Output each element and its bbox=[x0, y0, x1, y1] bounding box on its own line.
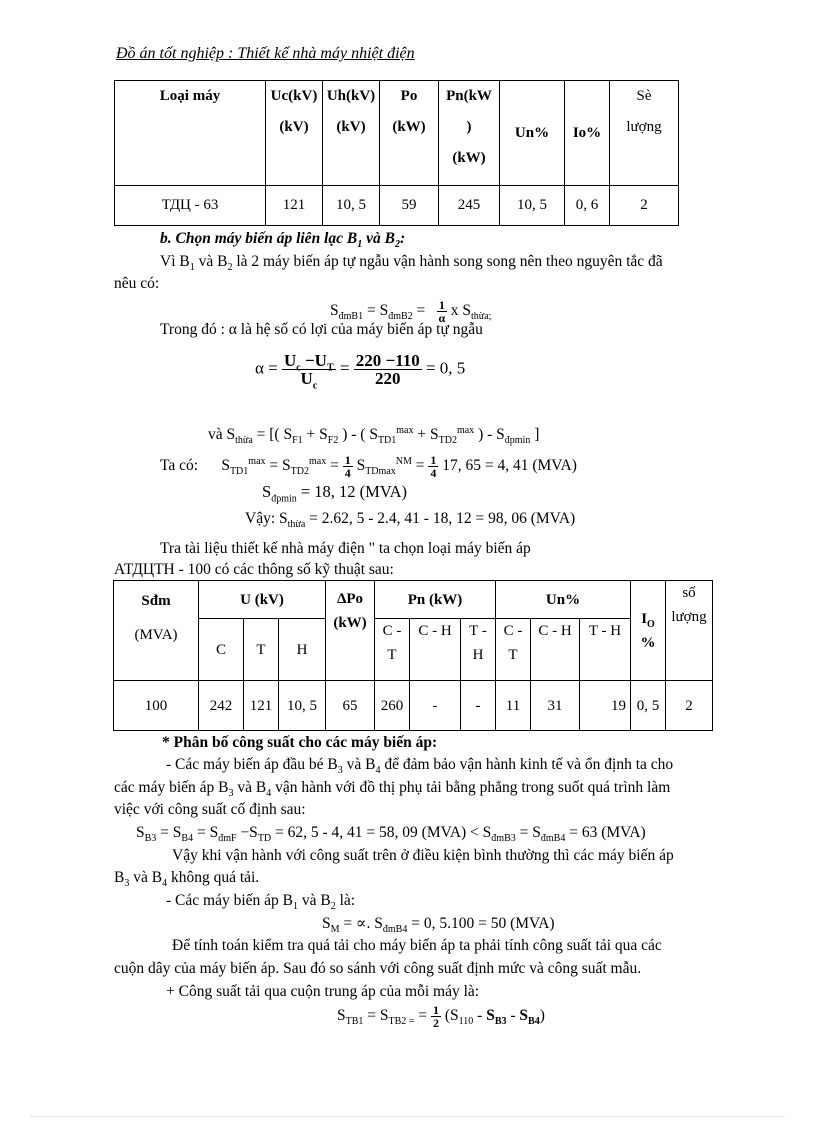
table-cell: 2 bbox=[666, 681, 713, 731]
header-cell: C - T bbox=[496, 619, 531, 681]
table-row bbox=[114, 681, 713, 731]
formula-stb: $S_{TB1} = S_{TB2 =}$ = $\frac{1}{2}$ $(S_{110} - S_{B3} - S_{B4})$ bbox=[337, 1003, 545, 1030]
formula-std: Ta có: $S_{TD1}^{max} = S_{TD2}^{max}$ = $\frac{1}{4}$ $S_{TDmax}^{NM}$ = $\frac{1}{4}$ 17, 65 = 4, 41 (MVA) bbox=[160, 453, 577, 480]
paragraph: $B_3$ và $B_4$ không quá tải. bbox=[114, 869, 260, 890]
paragraph: - Các máy biến áp đầu bé $B_3$ và $B_4$ để đảm bảo vận hành kinh tế và ổn định ta cho bbox=[166, 756, 674, 777]
table-cell: 245 bbox=[439, 186, 500, 226]
header-cell: Pn(kW ) (kW) bbox=[439, 81, 500, 186]
header-cell: T bbox=[244, 619, 279, 681]
table-cell: ТДЦ - 63 bbox=[115, 186, 266, 226]
header-cell: Io% bbox=[565, 81, 610, 186]
header-cell: C bbox=[199, 619, 244, 681]
transformer-table-2 bbox=[113, 580, 713, 731]
header-cell: Po (kW) bbox=[380, 81, 439, 186]
header-cell: Un% bbox=[496, 581, 631, 619]
table-cell: 10, 5 bbox=[279, 681, 326, 731]
formula-vay: Vậy: $S_{thừa} = 2.62$, 5 - 2.4, 41 - 18, 12 = 98, 06 (MVA) bbox=[245, 510, 576, 531]
page-header: Đồ án tốt nghiệp : Thiết kế nhà máy nhiệt điện bbox=[116, 45, 415, 62]
table-cell: 11 bbox=[496, 681, 531, 731]
paragraph: Vì $B_1$ và $B_2$ là 2 máy biến áp tự ngẫu vận hành song song nên theo nguyên tắc đã bbox=[160, 253, 663, 274]
paragraph: Để tính toán kiểm tra quá tải cho máy biến áp ta phải tính công suất tải qua các bbox=[172, 937, 662, 954]
table-cell: 19 bbox=[580, 681, 631, 731]
paragraph: - Các máy biến áp $B_1$ và $B_2$ là: bbox=[166, 892, 356, 913]
header-cell: C - T bbox=[375, 619, 410, 681]
paragraph: việc với công suất cố định sau: bbox=[114, 801, 306, 818]
paragraph: Trong đó : α là hệ số có lợi của máy biến áp tự ngẫu bbox=[160, 321, 483, 338]
formula-sb3: $S_{B3} = S_{B4} = S_{đmF} -S_{TD} = 62$, 5 - 4, 41 = 58, 09 $(MVA) < S_{đmB3} = S_{đmB4} = 63$ (MVA) bbox=[136, 824, 646, 845]
formula-sthua: và $S_{thừa}$ = [( $S_{F1} + S_{F2}$ ) - ( $S_{TD1}^{max} + S_{TD2}^{max}$ ) - $S_{đpmin}$ ] bbox=[208, 424, 540, 447]
header-cell: ΔPo (kW) bbox=[326, 581, 375, 681]
header-cell: U (kV) bbox=[199, 581, 326, 619]
table-cell: 59 bbox=[380, 186, 439, 226]
formula-alpha: α = $\frac{U_c -U_T}{U_c}$ = $\frac{220 -110}{220}$ = 0, 5 bbox=[255, 351, 466, 392]
header-cell: T - H bbox=[580, 619, 631, 681]
header-cell: Pn (kW) bbox=[375, 581, 496, 619]
header-cell: số lượng bbox=[666, 581, 713, 681]
table-cell: 65 bbox=[326, 681, 375, 731]
table-header-row bbox=[114, 619, 713, 681]
formula-sm: $S_M$ = ∝. $S_{đmB4} = 0$, 5.100 = 50 (MVA) bbox=[322, 915, 555, 936]
header-cell: C - H bbox=[410, 619, 461, 681]
table-cell: - bbox=[410, 681, 461, 731]
header-cell: T - H bbox=[461, 619, 496, 681]
table-cell: 242 bbox=[199, 681, 244, 731]
table-header-row bbox=[114, 581, 713, 619]
header-cell: Uc(kV) (kV) bbox=[266, 81, 323, 186]
paragraph: Vậy khi vận hành với công suất trên ở điều kiện bình thường thì các máy biến áp bbox=[172, 847, 674, 864]
table-cell: 31 bbox=[531, 681, 580, 731]
paragraph: cuộn dây của máy biến áp. Sau đó so sánh với công suất định mức và công suất mẫu. bbox=[114, 960, 642, 977]
table-cell: 2 bbox=[610, 186, 679, 226]
table-cell: 10, 5 bbox=[500, 186, 565, 226]
table-cell: 100 bbox=[114, 681, 199, 731]
paragraph: nêu có: bbox=[114, 275, 160, 292]
transformer-table-1 bbox=[114, 80, 679, 226]
table-cell: 260 bbox=[375, 681, 410, 731]
table-cell: 121 bbox=[266, 186, 323, 226]
table-row bbox=[115, 186, 679, 226]
paragraph: АТДЦТН - 100 có các thông số kỹ thuật sau: bbox=[114, 561, 394, 578]
header-cell: C - H bbox=[531, 619, 580, 681]
table-cell: - bbox=[461, 681, 496, 731]
table-cell: 10, 5 bbox=[323, 186, 380, 226]
formula-sdm: $S_{đmB1} = S_{đmB2}$ = $\frac{1}{\alpha}$ x $S_{thừa;}$ bbox=[330, 298, 492, 325]
paragraph: + Công suất tải qua cuộn trung áp của mỗi máy là: bbox=[166, 983, 480, 1000]
table-header-row bbox=[115, 81, 679, 186]
header-cell: Sđm (MVA) bbox=[114, 581, 199, 681]
formula-sdp: $S_{đpmin} = 18$, 12 (MVA) bbox=[262, 482, 408, 505]
table-cell: 0, 6 bbox=[565, 186, 610, 226]
header-cell: Un% bbox=[500, 81, 565, 186]
header-cell: Sè lượng bbox=[610, 81, 679, 186]
header-cell: Uh(kV) (kV) bbox=[323, 81, 380, 186]
header-cell: H bbox=[279, 619, 326, 681]
paragraph: Tra tài liệu thiết kế nhà máy điện " ta chọn loại máy biến áp bbox=[160, 540, 531, 557]
section-b-title: b. Chọn máy biến áp liên lạc $B_1$ và $B_2$: bbox=[160, 230, 406, 251]
section-dist-title: * Phân bố công suất cho các máy biến áp: bbox=[162, 734, 438, 751]
header-cell: Loại máy bbox=[115, 81, 266, 186]
paragraph: các máy biến áp $B_3$ và $B_4$ vận hành với đồ thị phụ tải bằng phẳng trong suốt quá trình làm bbox=[114, 779, 671, 800]
table-cell: 0, 5 bbox=[631, 681, 666, 731]
page-bottom-divider bbox=[30, 1116, 786, 1117]
header-cell: $I_O$ % bbox=[631, 581, 666, 681]
table-cell: 121 bbox=[244, 681, 279, 731]
